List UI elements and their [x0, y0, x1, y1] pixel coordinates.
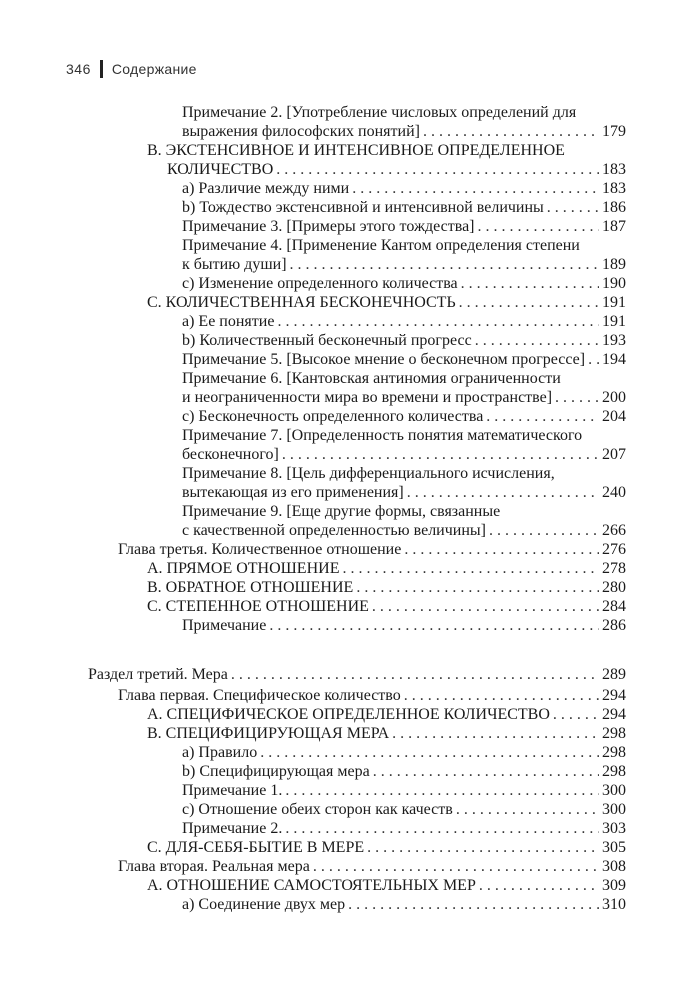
toc-entry-text: выражения философских понятий]: [182, 123, 420, 140]
toc-entry: [182, 332, 626, 351]
toc-entry: [182, 351, 626, 370]
dot-leader: [459, 294, 599, 312]
toc-entry-text: бесконечного]: [182, 446, 279, 463]
dot-leader: [277, 313, 599, 331]
toc-page-number: 191: [602, 313, 626, 330]
toc-page-number: 204: [602, 408, 626, 425]
toc-entry-text: Примечание 5. [Высокое мнение о бесконечном прогрессе]: [182, 351, 586, 368]
toc-page-number: 194: [602, 351, 626, 368]
toc-entry: [182, 763, 626, 782]
toc-entry-text: a) Правило: [182, 744, 258, 761]
dot-leader: [404, 687, 599, 705]
toc-entry: [147, 706, 626, 725]
toc-page-number: 189: [602, 256, 626, 273]
dot-leader: [392, 725, 599, 743]
toc-entry: [182, 820, 626, 839]
dot-leader: [352, 180, 599, 198]
dot-leader: [486, 408, 599, 426]
toc-entry-text: с качественной определенностью величины]: [182, 522, 486, 539]
dot-leader: [342, 560, 599, 578]
toc-page-number: 276: [602, 541, 626, 558]
toc-page-number: 308: [602, 858, 626, 875]
toc-entry-text: C. КОЛИЧЕСТВЕННАЯ БЕСКОНЕЧНОСТЬ: [147, 294, 456, 311]
header-divider: [100, 60, 103, 78]
dot-leader: [269, 617, 599, 635]
dot-leader: [276, 161, 599, 179]
toc-page-number: 187: [602, 218, 626, 235]
toc-page-number: 310: [602, 896, 626, 913]
dot-leader: [373, 763, 599, 781]
toc-entry-text: B. СПЕЦИФИЦИРУЮЩАЯ МЕРА: [147, 725, 390, 742]
toc-entry: [147, 579, 626, 598]
toc-entry-text: A. СПЕЦИФИЧЕСКОЕ ОПРЕДЕЛЕННОЕ КОЛИЧЕСТВО: [147, 706, 550, 723]
toc-page-number: 183: [602, 180, 626, 197]
toc-entry: [182, 199, 626, 218]
toc-entry-text: и неограниченности мира во времени и пространстве]: [182, 389, 553, 406]
dot-leader: [461, 275, 599, 293]
toc-entry-text: A. ОТНОШЕНИЕ САМОСТОЯТЕЛЬНЫХ МЕР: [147, 877, 476, 894]
toc-entry: [147, 560, 626, 579]
toc-entry-text: Примечание 1.: [182, 782, 283, 799]
dot-leader: [588, 351, 599, 369]
toc-entry: [182, 275, 626, 294]
dot-leader: [372, 598, 599, 616]
toc-entry: [182, 313, 626, 332]
toc-entry: [182, 123, 626, 142]
toc-entry: [182, 389, 626, 408]
toc-page-number: 183: [602, 161, 626, 178]
dot-leader: [478, 218, 600, 236]
toc-entry-text: Примечание: [182, 617, 267, 634]
dot-leader: [348, 896, 599, 914]
toc-page-number: 309: [602, 877, 626, 894]
toc-page-number: 284: [602, 598, 626, 615]
toc-entry-text: b) Тождество экстенсивной и интенсивной величины: [182, 199, 544, 216]
toc-entry-text: КОЛИЧЕСТВО: [167, 161, 274, 178]
dot-leader: [285, 782, 599, 800]
dot-leader: [367, 839, 599, 857]
toc-entry: [147, 598, 626, 617]
toc-entry-text: Раздел третий. Мера: [88, 666, 228, 683]
toc-entry: [118, 858, 626, 877]
toc-entry: [182, 446, 626, 465]
toc-entry-text: B. ОБРАТНОЕ ОТНОШЕНИЕ: [147, 579, 354, 596]
toc-entry: [118, 541, 626, 560]
toc-entry: [182, 617, 626, 636]
toc-entry: [182, 896, 626, 915]
toc-page-number: 179: [602, 123, 626, 140]
toc-entry-text: b) Специфицирующая мера: [182, 763, 370, 780]
toc-entry-text: B. ЭКСТЕНСИВНОЕ И ИНТЕНСИВНОЕ ОПРЕДЕЛЕННОЕ: [147, 142, 565, 159]
toc-page-number: 289: [602, 666, 626, 683]
page-number: 346: [66, 61, 91, 77]
toc-entry-text: Примечание 9. [Еще другие формы, связанные: [182, 503, 501, 520]
toc-entry-text: Примечание 2.: [182, 820, 283, 837]
toc-entry-text: C. СТЕПЕННОЕ ОТНОШЕНИЕ: [147, 598, 369, 615]
toc-page-number: 294: [602, 706, 626, 723]
toc-section-entry: [88, 664, 626, 686]
toc-entry: [182, 744, 626, 763]
toc-entry: [182, 522, 626, 541]
toc-page-number: 240: [602, 484, 626, 501]
dot-leader: [423, 123, 599, 141]
toc-entry-text: b) Количественный бесконечный прогресс: [182, 332, 472, 349]
toc-entry: [147, 294, 626, 313]
toc-entry: [182, 256, 626, 275]
toc-entry-text: Примечание 4. [Применение Кантом определения степени: [182, 237, 580, 254]
dot-leader: [555, 389, 599, 407]
toc-page-number: 278: [602, 560, 626, 577]
toc-entry-text: Глава первая. Специфическое количество: [118, 687, 401, 704]
toc-entry: [147, 839, 626, 858]
toc-page-number: 191: [602, 294, 626, 311]
toc-entry-text: c) Изменение определенного количества: [182, 275, 458, 292]
dot-leader: [404, 541, 599, 559]
dot-leader: [553, 706, 599, 724]
toc-page-number: 207: [602, 446, 626, 463]
toc-page-number: 298: [602, 763, 626, 780]
toc-entry: [118, 687, 626, 706]
toc-page-number: 300: [602, 782, 626, 799]
toc-entry: [182, 782, 626, 801]
toc-entry-text: c) Отношение обеих сторон как качеств: [182, 801, 453, 818]
toc-page-number: 190: [602, 275, 626, 292]
dot-leader: [475, 332, 599, 350]
toc-entry-text: C. ДЛЯ-СЕБЯ-БЫТИЕ В МЕРЕ: [147, 839, 365, 856]
toc-entry-text: a) Ее понятие: [182, 313, 275, 330]
toc-entry: [182, 408, 626, 427]
toc-page-number: 294: [602, 687, 626, 704]
dot-leader: [489, 522, 599, 540]
toc-entry: [147, 877, 626, 896]
toc-entry-text: Примечание 2. [Употребление числовых определений для: [182, 104, 577, 121]
toc-entry-text: к бытию души]: [182, 256, 287, 273]
toc-page-number: 193: [602, 332, 626, 349]
toc-page-number: 286: [602, 617, 626, 634]
toc-page-number: 266: [602, 522, 626, 539]
toc-entry: [182, 218, 626, 237]
toc-page-number: 298: [602, 744, 626, 761]
toc-page-number: 300: [602, 801, 626, 818]
toc-entry: [147, 725, 626, 744]
toc-entry: [182, 801, 626, 820]
toc-entry-text: Глава третья. Количественное отношение: [118, 541, 402, 558]
dot-leader: [313, 858, 599, 876]
dot-leader: [290, 256, 599, 274]
toc-entry-text: c) Бесконечность определенного количества: [182, 408, 484, 425]
toc-entry-text: Примечание 7. [Определенность понятия математического: [182, 427, 583, 444]
dot-leader: [479, 877, 599, 895]
toc-page-number: 305: [602, 839, 626, 856]
toc-page-number: 280: [602, 579, 626, 596]
toc-page-number: 186: [602, 199, 626, 216]
running-header: [66, 60, 197, 78]
toc-entry-text: Примечание 8. [Цель дифференциального исчисления,: [182, 465, 555, 482]
dot-leader: [260, 744, 599, 762]
toc-entry: [182, 484, 626, 503]
toc-entry-text: Глава вторая. Реальная мера: [118, 858, 310, 875]
toc-page-number: 200: [602, 389, 626, 406]
dot-leader: [282, 446, 599, 464]
toc-entry-text: A. ПРЯМОЕ ОТНОШЕНИЕ: [147, 560, 340, 577]
dot-leader: [456, 801, 599, 819]
toc-entry-text: вытекающая из его применения]: [182, 484, 404, 501]
toc-page-number: 303: [602, 820, 626, 837]
toc-entry-text: a) Различие между ними: [182, 180, 350, 197]
running-title: Содержание: [111, 61, 197, 77]
toc-entry-text: a) Соединение двух мер: [182, 896, 346, 913]
dot-leader: [231, 664, 599, 686]
dot-leader: [547, 199, 599, 217]
dot-leader: [407, 484, 599, 502]
dot-leader: [356, 579, 599, 597]
toc-entry: [182, 180, 626, 199]
toc-entry-text: Примечание 6. [Кантовская антиномия ограниченности: [182, 370, 561, 387]
toc-entry-text: Примечание 3. [Примеры этого тождества]: [182, 218, 475, 235]
dot-leader: [285, 820, 599, 838]
toc-page-number: 298: [602, 725, 626, 742]
toc-entry: [167, 161, 626, 180]
